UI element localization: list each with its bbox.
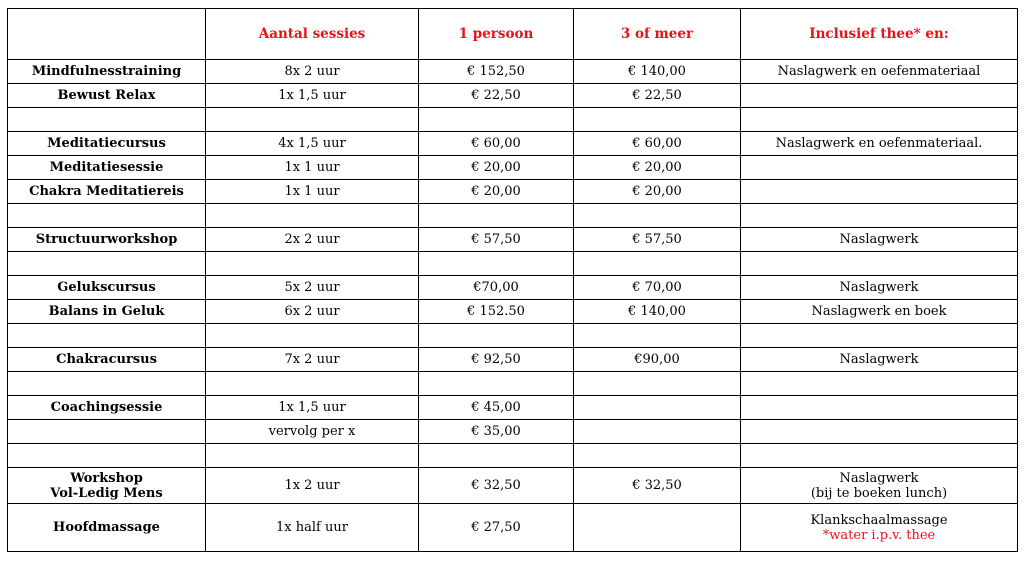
price-one-cell: € 22,50 <box>419 84 574 108</box>
included-cell: Naslagwerk <box>741 228 1018 252</box>
price-one-cell: € 60,00 <box>419 132 574 156</box>
sessions-cell: 1x 1,5 uur <box>206 84 419 108</box>
price-table <box>7 8 1018 552</box>
price-one-cell: € 20,00 <box>419 180 574 204</box>
table-row <box>8 84 1018 108</box>
sessions-cell: 5x 2 uur <box>206 276 419 300</box>
header-name <box>8 9 206 60</box>
price-three-cell: € 22,50 <box>574 84 741 108</box>
price-one-cell: € 152,50 <box>419 60 574 84</box>
included-cell <box>741 396 1018 420</box>
header-three-or-more: 3 of meer <box>574 9 741 60</box>
course-name-line-1: Workshop <box>70 470 143 486</box>
price-one-cell: € 92,50 <box>419 348 574 372</box>
included-line-2: (bij te boeken lunch) <box>810 485 948 501</box>
sessions-cell: 1x 1 uur <box>206 180 419 204</box>
table-row <box>8 180 1018 204</box>
course-name: Bewust Relax <box>8 84 206 108</box>
table-row <box>8 228 1018 252</box>
sessions-cell: 4x 1,5 uur <box>206 132 419 156</box>
included-cell <box>741 420 1018 444</box>
course-name: Mindfulnesstraining <box>8 60 206 84</box>
included-cell <box>741 156 1018 180</box>
included-line-1: Naslagwerk <box>839 470 919 486</box>
price-three-cell: € 70,00 <box>574 276 741 300</box>
spacer-row <box>8 324 1018 348</box>
table-row <box>8 156 1018 180</box>
course-name: Meditatiecursus <box>8 132 206 156</box>
sessions-cell: 1x half uur <box>206 504 419 552</box>
included-cell <box>741 504 1018 552</box>
table-row <box>8 132 1018 156</box>
header-included: Inclusief thee* en: <box>741 9 1018 60</box>
sessions-cell: 1x 1 uur <box>206 156 419 180</box>
included-cell: Naslagwerk <box>741 348 1018 372</box>
course-name: Hoofdmassage <box>8 504 206 552</box>
price-one-cell: € 32,50 <box>419 468 574 504</box>
price-one-cell: € 57,50 <box>419 228 574 252</box>
sessions-cell: 2x 2 uur <box>206 228 419 252</box>
course-name: Balans in Geluk <box>8 300 206 324</box>
header-row <box>8 9 1018 60</box>
price-three-cell: € 60,00 <box>574 132 741 156</box>
sessions-cell: 1x 1,5 uur <box>206 396 419 420</box>
included-cell <box>741 468 1018 504</box>
table-row <box>8 504 1018 552</box>
price-three-cell <box>574 420 741 444</box>
price-three-cell: € 140,00 <box>574 300 741 324</box>
price-three-cell: € 20,00 <box>574 180 741 204</box>
table-row <box>8 300 1018 324</box>
spacer-row <box>8 252 1018 276</box>
price-one-cell: € 35,00 <box>419 420 574 444</box>
sessions-cell: 7x 2 uur <box>206 348 419 372</box>
table-row <box>8 276 1018 300</box>
price-three-cell: € 32,50 <box>574 468 741 504</box>
header-sessions: Aantal sessies <box>206 9 419 60</box>
price-three-cell <box>574 396 741 420</box>
spacer-row <box>8 204 1018 228</box>
included-line-1: Klankschaalmassage <box>810 512 948 528</box>
course-name: Meditatiesessie <box>8 156 206 180</box>
spacer-row <box>8 108 1018 132</box>
header-one-person: 1 persoon <box>419 9 574 60</box>
course-name: Gelukscursus <box>8 276 206 300</box>
included-cell: Naslagwerk en oefenmateriaal. <box>741 132 1018 156</box>
course-name <box>8 468 206 504</box>
price-one-cell: € 20,00 <box>419 156 574 180</box>
price-three-cell <box>574 504 741 552</box>
spacer-row <box>8 372 1018 396</box>
course-name: Chakracursus <box>8 348 206 372</box>
price-one-cell: € 45,00 <box>419 396 574 420</box>
included-cell: Naslagwerk en oefenmateriaal <box>741 60 1018 84</box>
table-row <box>8 468 1018 504</box>
included-cell <box>741 180 1018 204</box>
included-cell: Naslagwerk <box>741 276 1018 300</box>
sessions-cell: 8x 2 uur <box>206 60 419 84</box>
course-name: Structuurworkshop <box>8 228 206 252</box>
price-one-cell: € 152.50 <box>419 300 574 324</box>
course-name <box>8 420 206 444</box>
price-one-cell: €70,00 <box>419 276 574 300</box>
table-row <box>8 348 1018 372</box>
water-note: *water i.p.v. thee <box>822 527 936 543</box>
sessions-cell: 1x 2 uur <box>206 468 419 504</box>
course-name: Coachingsessie <box>8 396 206 420</box>
table-row <box>8 396 1018 420</box>
course-name-line-2: Vol-Ledig Mens <box>50 485 163 501</box>
course-name: Chakra Meditatiereis <box>8 180 206 204</box>
table-row <box>8 60 1018 84</box>
price-three-cell: € 57,50 <box>574 228 741 252</box>
price-one-cell: € 27,50 <box>419 504 574 552</box>
table-row <box>8 420 1018 444</box>
spacer-row <box>8 444 1018 468</box>
sessions-cell: vervolg per x <box>206 420 419 444</box>
price-three-cell: € 140,00 <box>574 60 741 84</box>
sessions-cell: 6x 2 uur <box>206 300 419 324</box>
price-three-cell: € 20,00 <box>574 156 741 180</box>
included-cell: Naslagwerk en boek <box>741 300 1018 324</box>
price-three-cell: €90,00 <box>574 348 741 372</box>
included-cell <box>741 84 1018 108</box>
